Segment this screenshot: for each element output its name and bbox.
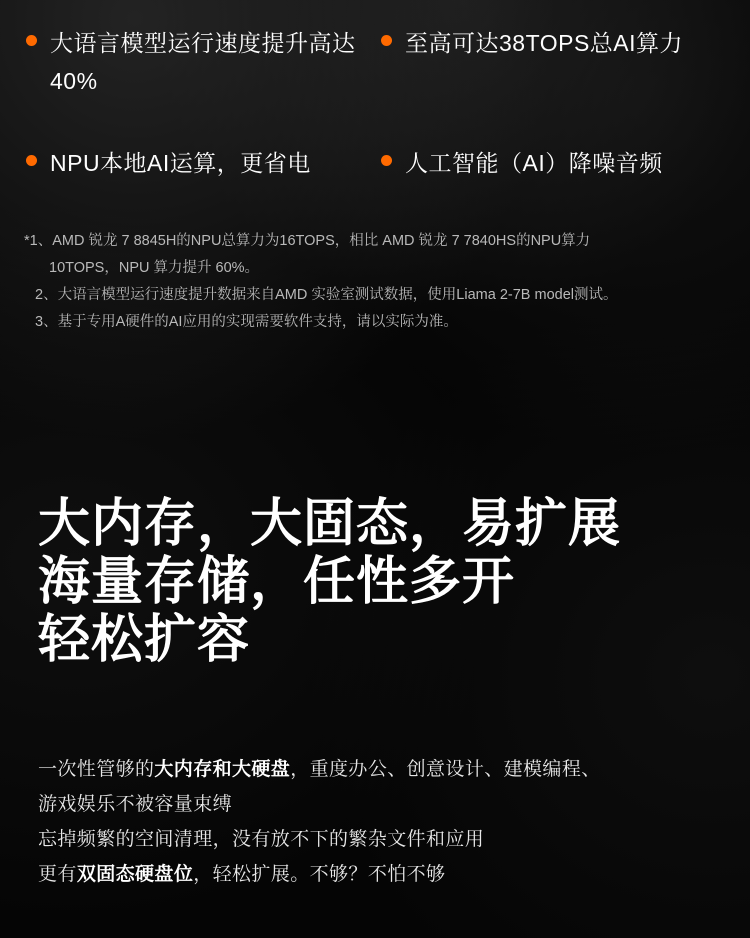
body-line	[38, 787, 728, 822]
orange-dot-icon	[381, 35, 392, 46]
body-text: 一次性管够的	[38, 759, 155, 780]
feature-row	[26, 144, 726, 182]
orange-dot-icon	[26, 35, 37, 46]
body-copy	[38, 752, 728, 892]
body-line	[38, 822, 728, 857]
feature-item	[26, 144, 381, 182]
feature-row	[26, 24, 726, 100]
feature-item	[26, 24, 381, 100]
body-line	[38, 857, 728, 892]
feature-label: 至高可达38TOPS总AI算力	[405, 30, 684, 56]
footnote-item	[24, 309, 730, 336]
body-text: ，轻松扩展。不够？不怕不够	[193, 864, 446, 885]
body-text-emphasis: 双固态硬盘位	[76, 864, 194, 885]
body-text-emphasis: 大内存和大硬盘	[154, 759, 291, 780]
orange-dot-icon	[381, 155, 392, 166]
headline	[38, 495, 728, 669]
feature-label: NPU本地AI运算，更省电	[50, 150, 311, 176]
body-text: ，重度办公、创意设计、建模编程、	[290, 759, 601, 780]
orange-dot-icon	[26, 155, 37, 166]
footnotes	[24, 228, 730, 336]
footnote-line: *1、AMD 锐龙 7 8845H的NPU总算力为16TOPS，相比 AMD 锐龙 7 7840HS的NPU算力	[24, 233, 591, 249]
feature-label: 人工智能（AI）降噪音频	[405, 150, 663, 176]
feature-item	[381, 24, 726, 100]
body-text: 游戏娱乐不被容量束缚	[38, 794, 233, 815]
body-line	[38, 752, 728, 787]
footnote-line: 10TOPS，NPU 算力提升 60%。	[49, 260, 260, 276]
headline-line: 大内存，大固态，易扩展	[38, 495, 622, 553]
footnote-line: 3、基于专用A硬件的AI应用的实现需要软件支持，请以实际为准。	[35, 314, 458, 330]
body-text: 忘掉频繁的空间清理，没有放不下的繁杂文件和应用	[38, 829, 485, 850]
footnote-item	[24, 282, 730, 309]
footnote-item	[24, 228, 730, 282]
feature-label: 大语言模型运行速度提升高达40%	[50, 30, 356, 94]
headline-line: 轻松扩容	[38, 611, 251, 669]
feature-list	[26, 24, 726, 182]
footnote-line: 2、大语言模型运行速度提升数据来自AMD 实验室测试数据，使用Liama 2-7B model测试。	[35, 287, 618, 303]
feature-item	[381, 144, 726, 182]
headline-line: 海量存储，任性多开	[38, 553, 516, 611]
body-text: 更有	[38, 864, 77, 885]
